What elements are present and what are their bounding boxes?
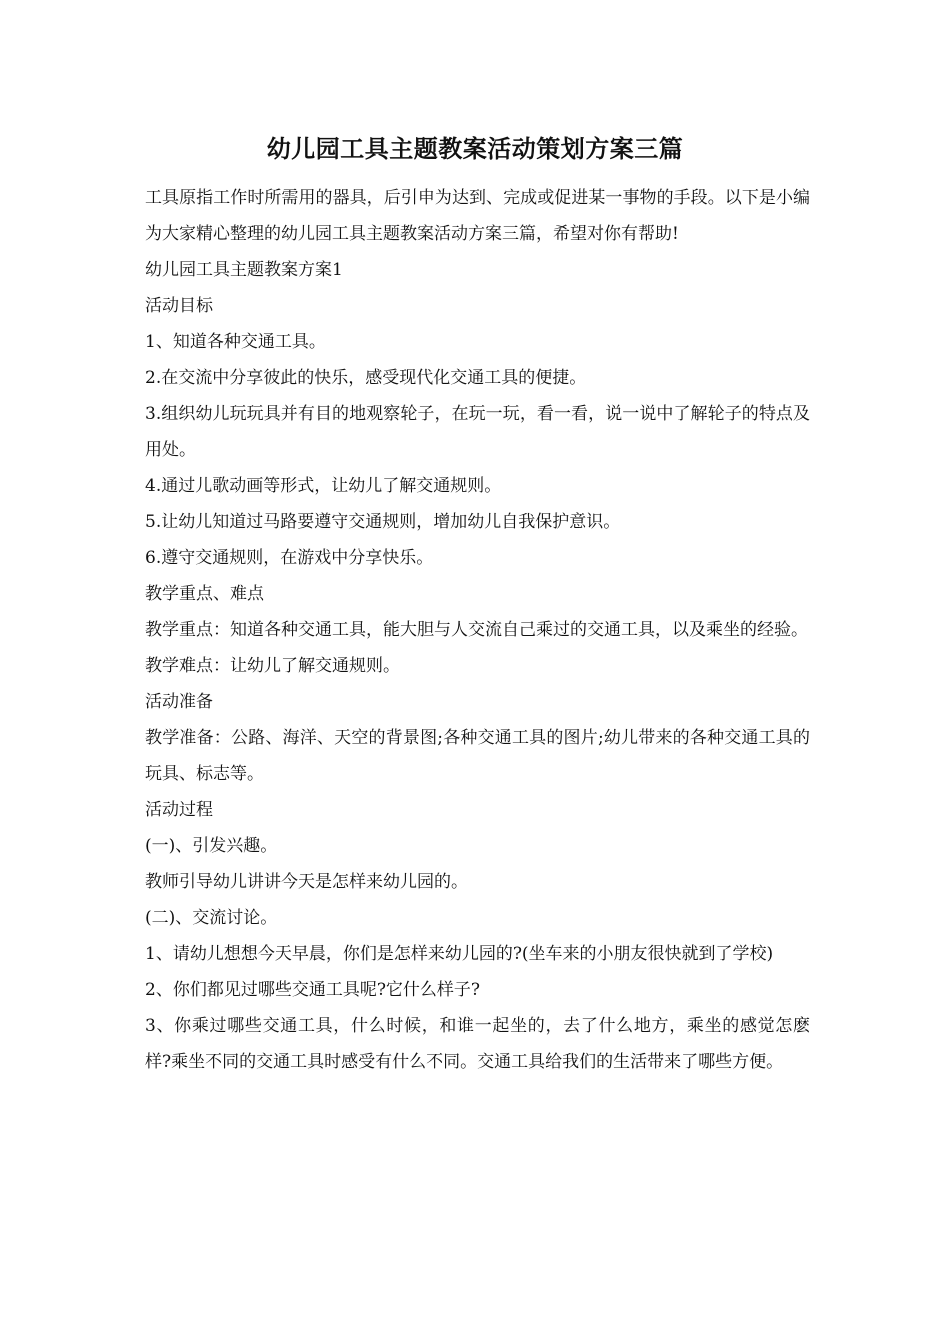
body-paragraph: 教学重点：知道各种交通工具，能大胆与人交流自己乘过的交通工具，以及乘坐的经验。 <box>145 620 808 640</box>
body-paragraph: 1、请幼儿想想今天早晨，你们是怎样来幼儿园的?(坐车来的小朋友很快就到了学校) <box>145 944 774 964</box>
body-paragraph: (一)、引发兴趣。 <box>145 836 278 856</box>
body-paragraph: 2、你们都见过哪些交通工具呢?它什么样子? <box>145 980 481 1000</box>
subsection-heading: 活动准备 <box>145 692 213 712</box>
subsection-heading: 活动过程 <box>145 800 213 820</box>
subsection-heading: 教学重点、难点 <box>145 584 264 604</box>
body-paragraph: 2.在交流中分享彼此的快乐，感受现代化交通工具的便捷。 <box>145 368 587 388</box>
intro-paragraph: 工具原指工作时所需用的器具，后引申为达到、完成或促进某一事物的手段。以下是小编为大家精心整理的幼儿园工具主题教案活动方案三篇，希望对你有帮助! <box>145 188 810 244</box>
body-paragraph: 教师引导幼儿讲讲今天是怎样来幼儿园的。 <box>145 872 468 892</box>
body-paragraph: 4.通过儿歌动画等形式，让幼儿了解交通规则。 <box>145 476 502 496</box>
body-paragraph: 5.让幼儿知道过马路要遵守交通规则，增加幼儿自我保护意识。 <box>145 512 621 532</box>
body-paragraph: (二)、交流讨论。 <box>145 908 278 928</box>
body-paragraph: 教学难点：让幼儿了解交通规则。 <box>145 656 400 676</box>
section-heading: 幼儿园工具主题教案方案1 <box>145 260 343 280</box>
document-title: 幼儿园工具主题教案活动策划方案三篇 <box>266 134 684 163</box>
subsection-heading: 活动目标 <box>145 296 213 316</box>
document-body <box>145 180 810 1080</box>
body-paragraph: 3.组织幼儿玩玩具并有目的地观察轮子，在玩一玩，看一看，说一说中了解轮子的特点及用处。 <box>145 404 810 460</box>
body-paragraph: 6.遵守交通规则，在游戏中分享快乐。 <box>145 548 434 568</box>
body-paragraph: 1、知道各种交通工具。 <box>145 332 326 352</box>
body-paragraph: 教学准备：公路、海洋、天空的背景图;各种交通工具的图片;幼儿带来的各种交通工具的玩具、标志等。 <box>145 728 810 784</box>
body-paragraph: 3、你乘过哪些交通工具，什么时候，和谁一起坐的，去了什么地方，乘坐的感觉怎麽样?乘坐不同的交通工具时感受有什么不同。交通工具给我们的生活带来了哪些方便。 <box>145 1016 810 1072</box>
